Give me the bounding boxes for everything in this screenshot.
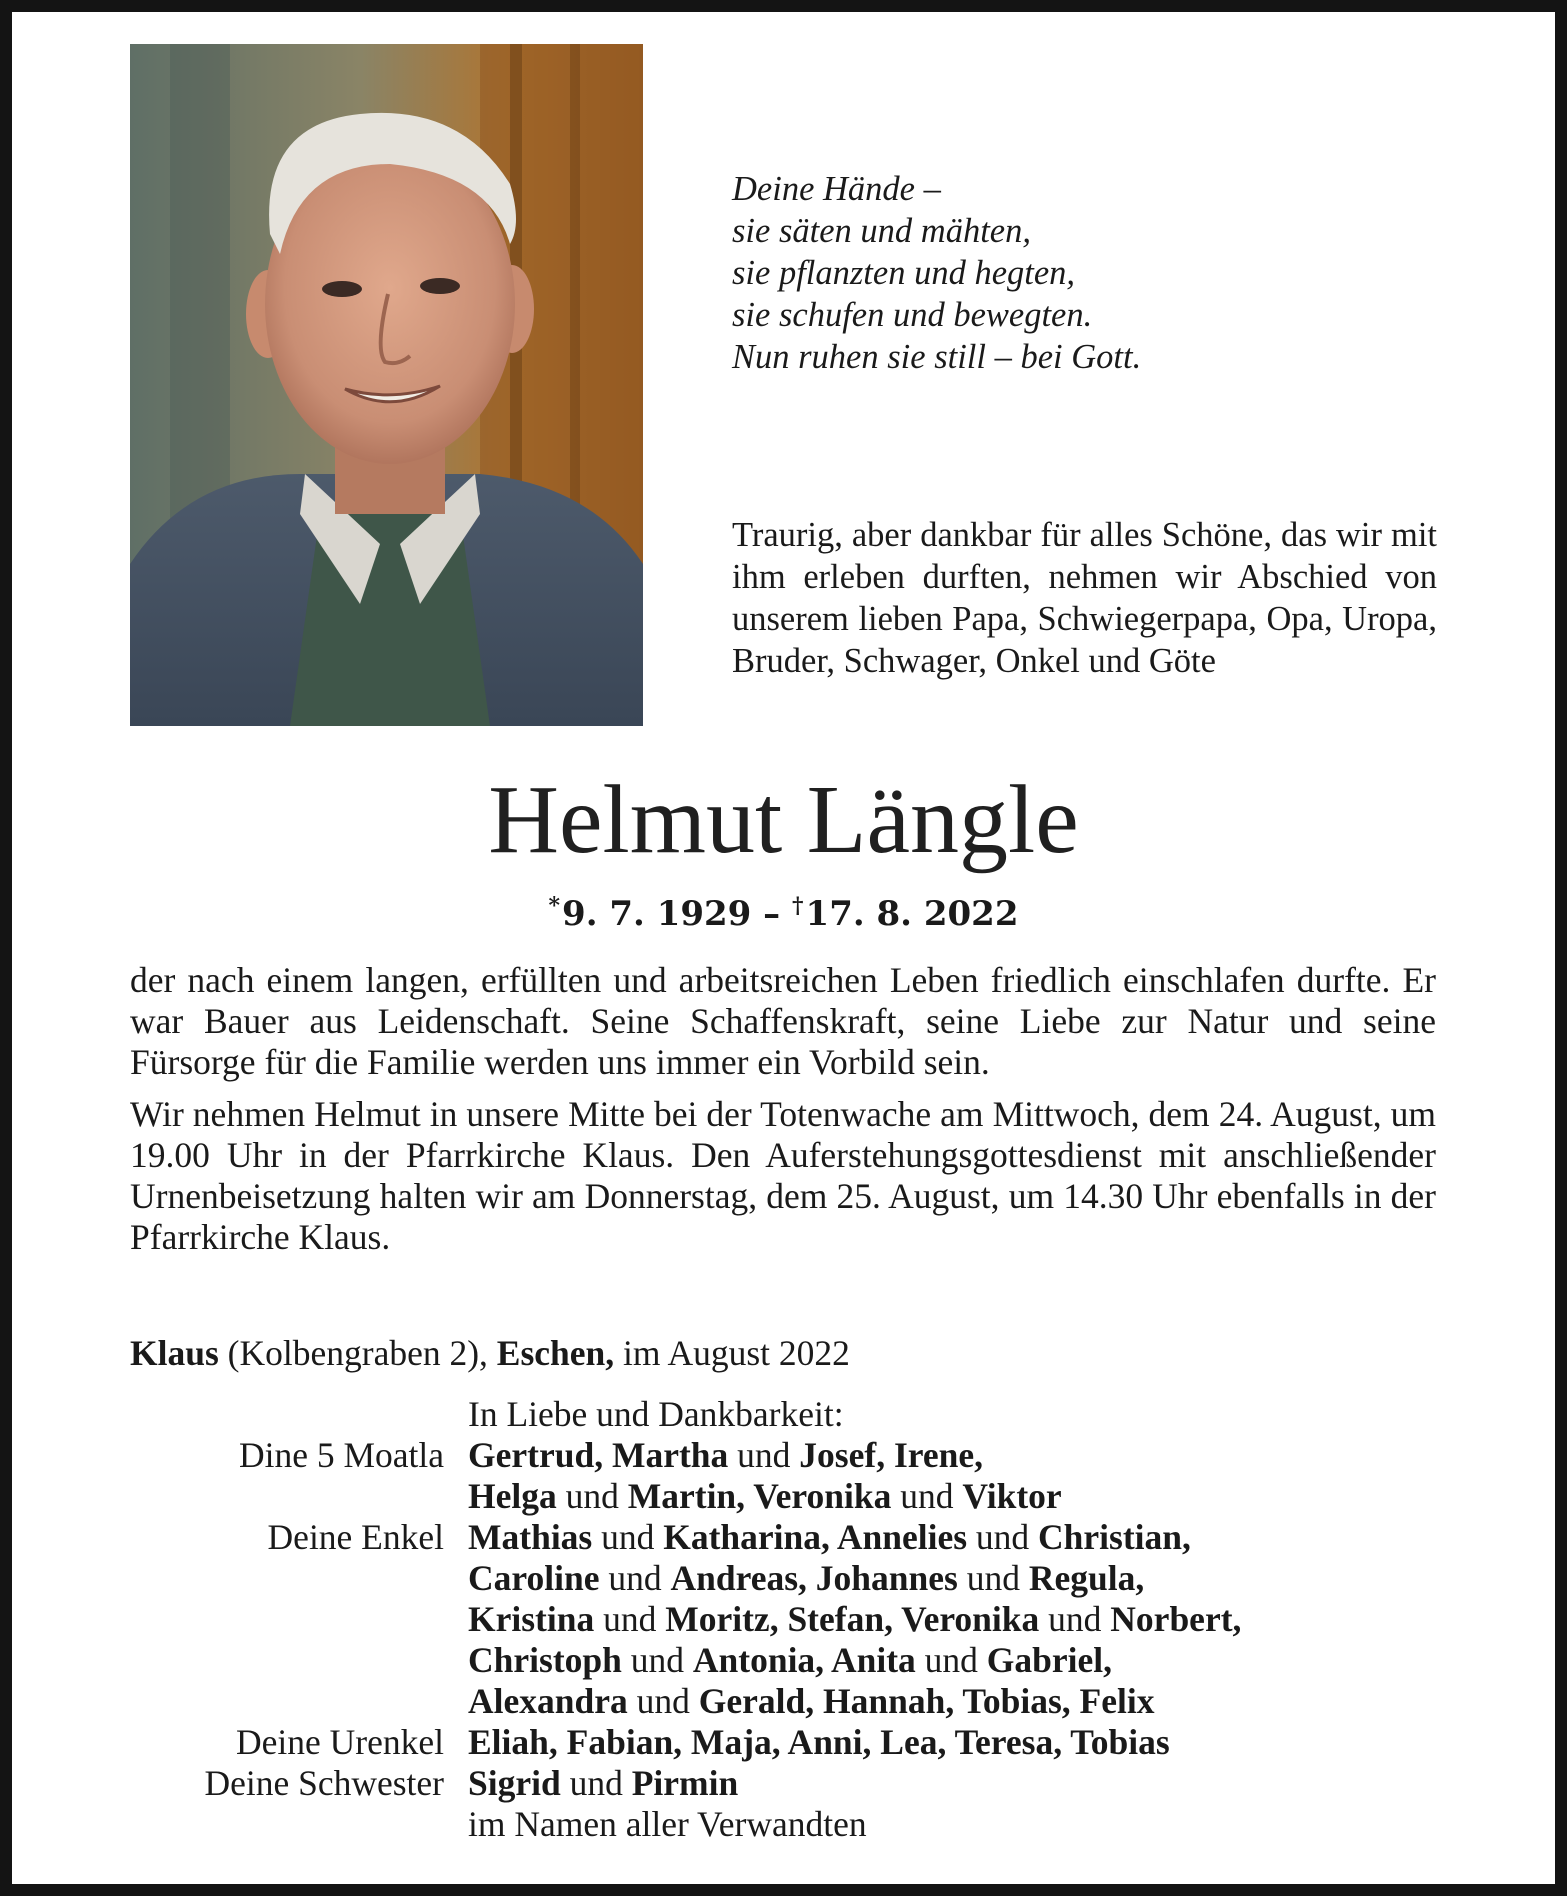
person-name: Gabriel, bbox=[986, 1640, 1113, 1680]
person-name: Viktor bbox=[962, 1476, 1062, 1516]
obituary-body bbox=[130, 960, 1436, 1269]
names-line bbox=[468, 1640, 1440, 1681]
names-line bbox=[468, 1558, 1440, 1599]
body-paragraph: Wir nehmen Helmut in unsere Mitte bei der Totenwache am Mittwoch, dem 24. August, um 19.00 Uhr in der Pfarrkirche Klaus. Den Auferstehungsgottesdienst mit anschließender Urnenbeisetzung halten wir am Donnerstag, dem 25. August, um 14.30 Uhr ebenfalls in der Pfarrkirche Klaus. bbox=[130, 1094, 1436, 1257]
relation-label: Deine Urenkel bbox=[236, 1722, 444, 1762]
poem-line: sie schufen und bewegten. bbox=[732, 296, 1093, 334]
connector-text: und bbox=[728, 1435, 800, 1475]
body-paragraph: der nach einem langen, erfüllten und arbeitsreichen Leben friedlich einschlafen durfte. Er war Bauer aus Leidenschaft. Seine Schaffenskraft, seine Liebe zur Natur und seine Fürsorge für die Familie werden uns immer ein Vorbild sein. bbox=[130, 960, 1436, 1082]
names-line bbox=[468, 1763, 1440, 1804]
closing-line: im Namen aller Verwandten bbox=[468, 1804, 867, 1844]
date-separator: – bbox=[763, 894, 781, 934]
issue-date: im August 2022 bbox=[623, 1333, 850, 1373]
intro-text: Traurig, aber dankbar für alles Schöne, das wir mit ihm erleben durften, nehmen wir Abschied von unserem lieben Papa, Schwiegerpapa, Opa, Uropa, Bruder, Schwager, Onkel und Göte bbox=[732, 516, 1437, 680]
names-line: Eliah, Fabian, Maja, Anni, Lea, Teresa, Tobias bbox=[468, 1722, 1170, 1762]
connector-text: und bbox=[621, 1640, 693, 1680]
town: Klaus bbox=[130, 1333, 219, 1373]
person-name: Antonia, Anita bbox=[692, 1640, 916, 1680]
place-date-line bbox=[130, 1332, 850, 1374]
connector-text: und bbox=[915, 1640, 987, 1680]
memorial-poem bbox=[732, 168, 1141, 378]
person-name: Andreas, Johannes bbox=[670, 1558, 958, 1598]
birth-date: 9. 7. 1929 bbox=[562, 894, 752, 934]
connector-text: und bbox=[592, 1517, 664, 1557]
deceased-name: Helmut Längle bbox=[488, 766, 1079, 874]
connector-text: und bbox=[967, 1517, 1039, 1557]
person-name: Martha bbox=[611, 1435, 729, 1475]
person-name: Caroline bbox=[468, 1558, 600, 1598]
person-name: Katharina, Annelies bbox=[663, 1517, 968, 1557]
town: Eschen, bbox=[496, 1333, 615, 1373]
person-name: Josef, Irene, bbox=[799, 1435, 984, 1475]
survivors-list bbox=[130, 1394, 1440, 1845]
life-dates bbox=[0, 884, 1567, 936]
relation-label: Deine Schwester bbox=[204, 1763, 444, 1803]
connector-text: und bbox=[957, 1558, 1029, 1598]
relation-label: Deine Enkel bbox=[267, 1517, 444, 1557]
names-line bbox=[468, 1599, 1440, 1640]
person-name: Mathias bbox=[468, 1517, 593, 1557]
person-name: Christian, bbox=[1038, 1517, 1191, 1557]
person-name: Norbert, bbox=[1110, 1599, 1242, 1639]
person-name: Regula, bbox=[1028, 1558, 1145, 1598]
portrait-photo bbox=[130, 44, 643, 726]
names-line bbox=[468, 1435, 1440, 1476]
relation-label: Dine 5 Moatla bbox=[238, 1435, 444, 1475]
person-name: Martin, Veronika bbox=[627, 1476, 892, 1516]
connector-text: und bbox=[627, 1681, 699, 1721]
person-name: Gerald, Hannah, Tobias, Felix bbox=[698, 1681, 1155, 1721]
names-line bbox=[468, 1476, 1440, 1517]
connector-text: und bbox=[891, 1476, 963, 1516]
person-name: Helga bbox=[468, 1476, 557, 1516]
poem-line: Nun ruhen sie still – bei Gott. bbox=[732, 338, 1142, 376]
death-symbol: † bbox=[792, 893, 804, 919]
poem-line: Deine Hände – bbox=[732, 170, 941, 208]
connector-text: und bbox=[1039, 1599, 1111, 1639]
person-name: Pirmin bbox=[631, 1763, 739, 1803]
opening-line: In Liebe und Dankbarkeit: bbox=[468, 1394, 844, 1434]
connector-text: und bbox=[556, 1476, 628, 1516]
names-line bbox=[468, 1517, 1440, 1558]
address: (Kolbengraben 2), bbox=[227, 1333, 488, 1373]
person-name: Gertrud, bbox=[468, 1435, 612, 1475]
person-name: Kristina bbox=[468, 1599, 595, 1639]
connector-text: und bbox=[560, 1763, 632, 1803]
connector-text: und bbox=[594, 1599, 666, 1639]
poem-line: sie pflanzten und hegten, bbox=[732, 254, 1076, 292]
person-name: Christoph bbox=[468, 1640, 622, 1680]
person-name: Alexandra bbox=[468, 1681, 628, 1721]
person-name: Moritz, Stefan, Veronika bbox=[665, 1599, 1040, 1639]
person-name: Sigrid bbox=[468, 1763, 561, 1803]
birth-symbol: * bbox=[548, 893, 561, 919]
connector-text: und bbox=[599, 1558, 671, 1598]
death-date: 17. 8. 2022 bbox=[805, 894, 1019, 934]
poem-line: sie säten und mähten, bbox=[732, 212, 1031, 250]
names-line bbox=[468, 1681, 1440, 1722]
